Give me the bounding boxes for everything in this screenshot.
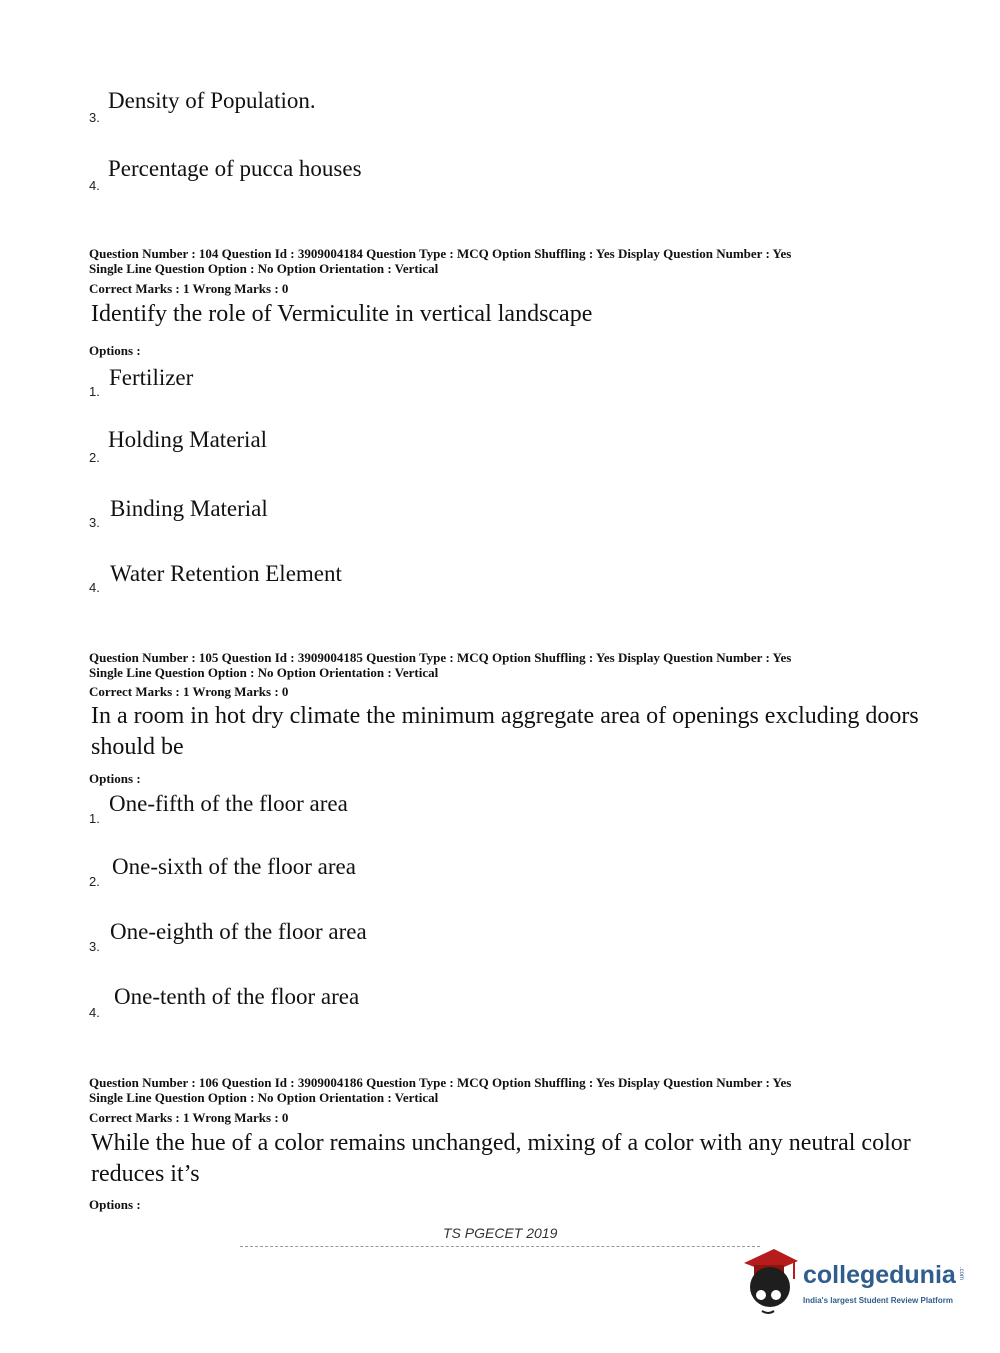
option-text: One-fifth of the floor area: [109, 791, 348, 816]
question-meta-line2: Single Line Question Option : No Option Orientation : Vertical: [89, 261, 439, 276]
logo-com: .com: [958, 1267, 964, 1281]
option-number: 4.: [89, 1005, 100, 1020]
options-label: Options :: [89, 771, 141, 786]
collegedunia-logo: [740, 1245, 970, 1320]
question-meta: Question Number : 104 Question Id : 3909004184 Question Type : MCQ Option Shuffling : Yes Display Question Number : Yes: [89, 246, 792, 261]
option-text: Holding Material: [108, 427, 268, 452]
option-text: One-tenth of the floor area: [114, 984, 360, 1009]
option-text: Density of Population.: [108, 88, 316, 113]
option-number: 4.: [89, 178, 100, 193]
logo-name: collegedunia: [803, 1261, 956, 1289]
option-text: Fertilizer: [109, 365, 194, 390]
option-number: 1.: [89, 811, 100, 826]
option-number: 2.: [89, 450, 100, 465]
options-label: Options :: [89, 343, 141, 358]
option-number: 1.: [89, 384, 100, 399]
option-number: 2.: [89, 874, 100, 889]
option-number: 3.: [89, 515, 100, 530]
question-meta: Question Number : 106 Question Id : 3909004186 Question Type : MCQ Option Shuffling : Yes Display Question Number : Yes: [89, 1075, 792, 1090]
question-text: While the hue of a color remains unchanged, mixing of a color with any neutral color reduces it’s: [91, 1130, 911, 1187]
footer-exam-title: TS PGECET 2019: [443, 1225, 558, 1241]
option-text: One-eighth of the floor area: [110, 919, 367, 944]
option-number: 3.: [89, 939, 100, 954]
option-text: Water Retention Element: [110, 561, 342, 586]
option-text: Binding Material: [110, 496, 268, 521]
question-meta-line2: Single Line Question Option : No Option Orientation : Vertical: [89, 1090, 439, 1105]
option-text: Percentage of pucca houses: [108, 156, 362, 181]
logo-tagline: India's largest Student Review Platform: [803, 1296, 953, 1305]
question-marks: Correct Marks : 1 Wrong Marks : 0: [89, 684, 289, 699]
question-meta: Question Number : 105 Question Id : 3909004185 Question Type : MCQ Option Shuffling : Yes Display Question Number : Yes: [89, 650, 792, 665]
options-label: Options :: [89, 1197, 141, 1212]
footer-divider: [240, 1246, 760, 1247]
question-marks: Correct Marks : 1 Wrong Marks : 0: [89, 1110, 289, 1125]
question-meta-line2: Single Line Question Option : No Option Orientation : Vertical: [89, 665, 439, 680]
question-text: Identify the role of Vermiculite in vertical landscape: [91, 301, 593, 327]
option-number: 3.: [89, 110, 100, 125]
student-mascot-icon: [740, 1245, 802, 1317]
option-text: One-sixth of the floor area: [112, 854, 356, 879]
question-text: In a room in hot dry climate the minimum aggregate area of openings excluding doors should be: [91, 703, 919, 760]
question-marks: Correct Marks : 1 Wrong Marks : 0: [89, 281, 289, 296]
option-number: 4.: [89, 580, 100, 595]
